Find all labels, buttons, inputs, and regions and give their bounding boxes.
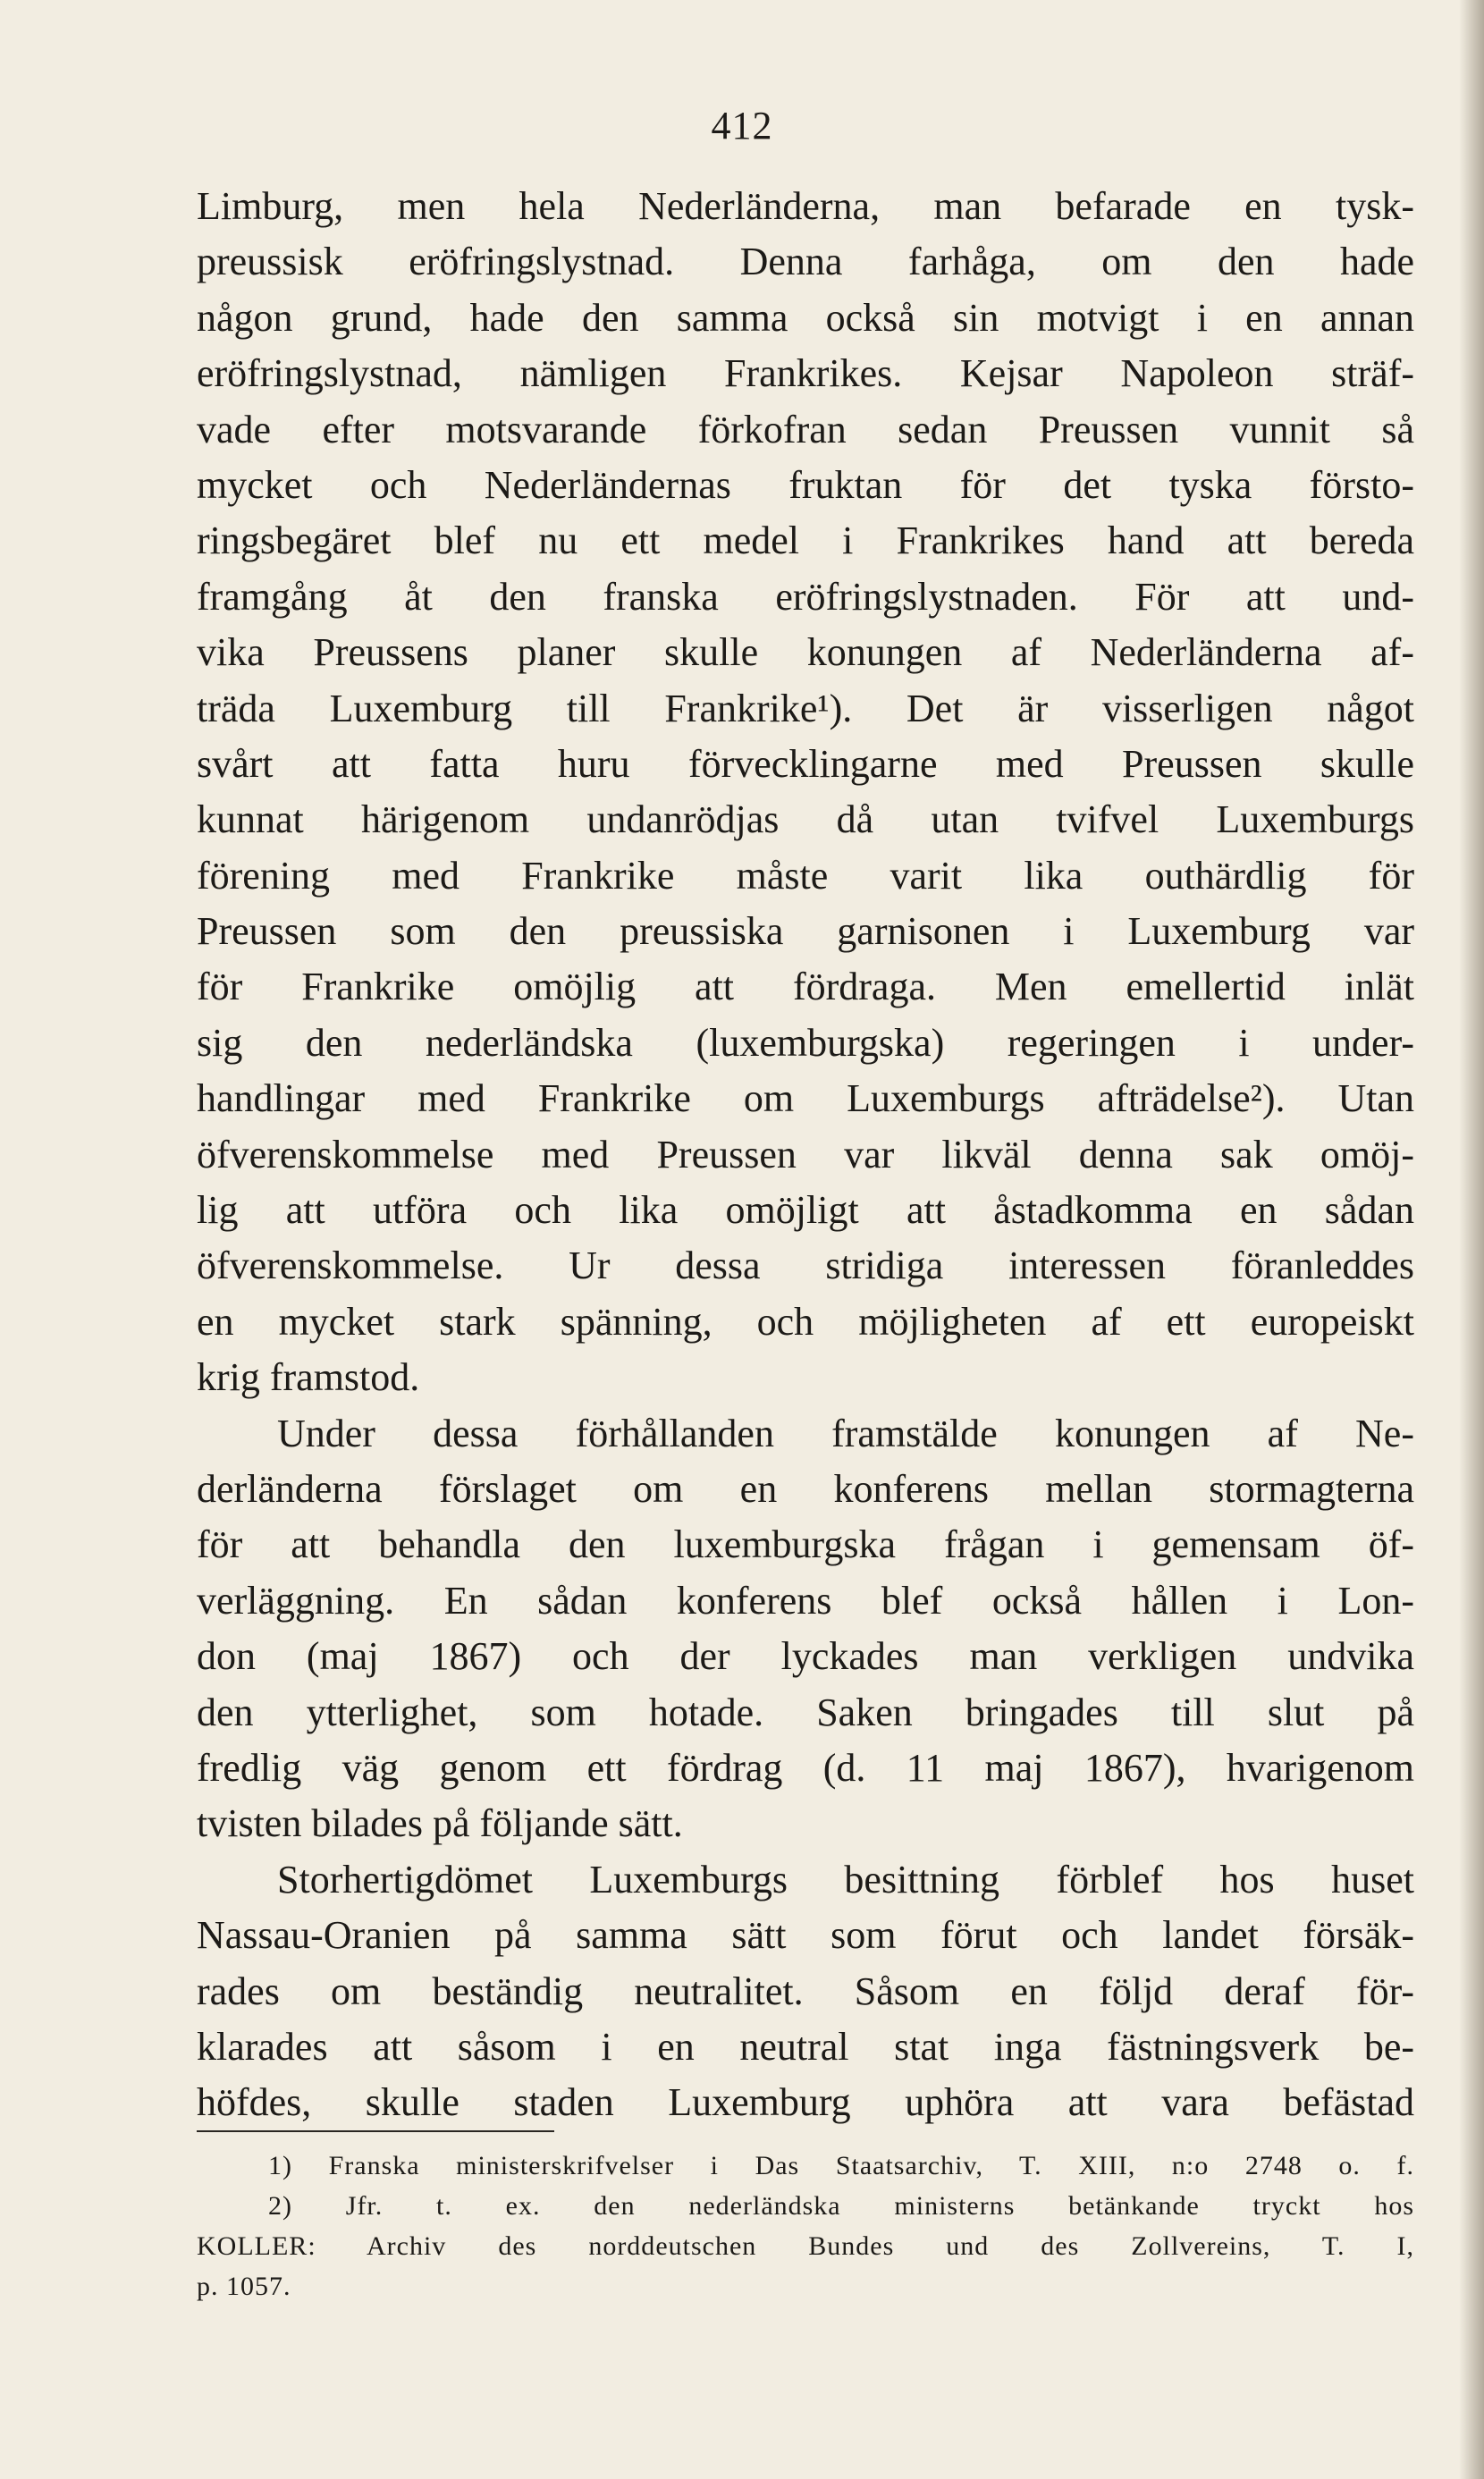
body-line: preussisk eröfringslystnad. Denna farhåga, om den hade: [197, 240, 1414, 284]
body-line: träda Luxemburg till Frankrike¹). Det är visserligen något: [197, 686, 1414, 730]
footnote-2-continued: KOLLER: Archiv des norddeutschen Bundes und des Zollvereins, T. I,: [197, 2231, 1414, 2261]
body-line: förening med Frankrike måste varit lika outhärdlig för: [197, 853, 1414, 898]
body-line: öfverenskommelse med Preussen var likväl denna sak omöj-: [197, 1132, 1414, 1176]
page-edge-shadow: [1459, 0, 1484, 2479]
body-line: derländerna förslaget om en konferens mellan stormagterna: [197, 1466, 1414, 1511]
footnotes: [197, 2146, 1414, 2306]
body-line: klarades att såsom i en neutral stat inga fästningsverk be-: [197, 2024, 1414, 2069]
body-line: sig den nederländska (luxemburgska) regeringen i under-: [197, 1020, 1414, 1065]
footnote-2-end: p. 1057.: [197, 2272, 291, 2301]
body-line: Nassau-Oranien på samma sätt som förut och landet försäk-: [197, 1913, 1414, 1958]
body-line: höfdes, skulle staden Luxemburg uphöra att vara befästad: [197, 2080, 1414, 2125]
body-line: verläggning. En sådan konferens blef också hållen i Lon-: [197, 1578, 1414, 1623]
body-line: vika Preussens planer skulle konungen af Nederländerna af-: [197, 630, 1414, 675]
paragraph-start-line: Under dessa förhållanden framstälde konungen af Ne-: [277, 1411, 1414, 1455]
body-line: någon grund, hade den samma också sin motvigt i en annan: [197, 295, 1414, 340]
body-line: tvisten bilades på följande sätt.: [197, 1801, 683, 1846]
body-line: mycket och Nederländernas fruktan för det tyska försto-: [197, 462, 1414, 507]
body-line: lig att utföra och lika omöjligt att åstadkomma en sådan: [197, 1188, 1414, 1233]
body-line: vade efter motsvarande förkofran sedan Preussen vunnit så: [197, 407, 1414, 451]
body-line: ringsbegäret blef nu ett medel i Frankrikes hand att bereda: [197, 519, 1414, 563]
body-line: för att behandla den luxemburgska frågan i gemensam öf-: [197, 1522, 1414, 1567]
body-line: öfverenskommelse. Ur dessa stridiga interessen föranleddes: [197, 1244, 1414, 1288]
body-line: Preussen som den preussiska garnisonen i Luxemburg var: [197, 909, 1414, 954]
body-line: eröfringslystnad, nämligen Frankrikes. Kejsar Napoleon sträf-: [197, 351, 1414, 396]
footnote-1: 1) Franska ministerskrifvelser i Das Staatsarchiv, T. XIII, n:o 2748 o. f.: [268, 2151, 1414, 2180]
body-line: rades om beständig neutralitet. Såsom en följd deraf för-: [197, 1969, 1414, 2013]
body-line: svårt att fatta huru förvecklingarne med Preussen skulle: [197, 741, 1414, 786]
page-number: 412: [711, 104, 773, 148]
paragraph-start-line: Storhertigdömet Luxemburgs besittning förblef hos huset: [277, 1857, 1414, 1901]
body-line: kunnat härigenom undanrödjas då utan tvifvel Luxemburgs: [197, 797, 1414, 842]
body-line: fredlig väg genom ett fördrag (d. 11 maj 1867), hvarigenom: [197, 1745, 1414, 1790]
body-line: Limburg, men hela Nederländerna, man befarade en tysk-: [197, 184, 1414, 228]
body-text: [197, 179, 1414, 2131]
body-line: den ytterlighet, som hotade. Saken bringades till slut på: [197, 1690, 1414, 1734]
footnote-2: 2) Jfr. t. ex. den nederländska ministerns betänkande tryckt hos: [268, 2191, 1414, 2221]
body-line: en mycket stark spänning, och möjligheten af ett europeiskt: [197, 1299, 1414, 1344]
body-line: för Frankrike omöjlig att fördraga. Men emellertid inlät: [197, 965, 1414, 1009]
body-line: handlingar med Frankrike om Luxemburgs afträdelse²). Utan: [197, 1076, 1414, 1121]
body-line: krig framstod.: [197, 1355, 420, 1400]
body-line: framgång åt den franska eröfringslystnaden. För att und-: [197, 574, 1414, 619]
body-line: don (maj 1867) och der lyckades man verkligen undvika: [197, 1634, 1414, 1679]
footnote-divider: [197, 2130, 554, 2132]
